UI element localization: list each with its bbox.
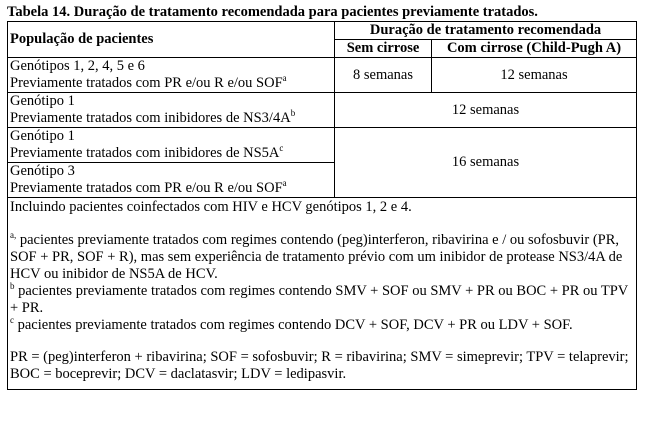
genotype-label: Genótipos 1, 2, 4, 5 e 6 — [10, 58, 145, 74]
document — [7, 3, 636, 390]
population-cell — [8, 58, 335, 93]
footnote-a: $^{a,}$ pacientes previamente tratados com regimes contendo (peg)interferon, ribavirina e / ou sofosbuvir (PR, SOF + PR, SOF + R), mas sem experiência de tratamento prévio com um inibidor de protease NS3/4A de HCV ou inibidor de NS5A de HCV. — [10, 230, 623, 282]
header-no-cirrhosis: Sem cirrose — [335, 40, 432, 58]
population-cell — [8, 163, 335, 198]
genotype-label: Genótipo 1 — [10, 93, 75, 109]
no-cirrhosis-value: 8 semanas — [335, 58, 432, 93]
treatment-label: Previamente tratados com PR e/ou R e/ou SOF$^a$ — [10, 178, 287, 196]
header-with-cirrhosis: Com cirrose (Child-Pugh A) — [432, 40, 637, 58]
header-population: População de pacientes — [8, 22, 335, 58]
table-row — [8, 93, 637, 128]
footnote-ref: a — [282, 178, 287, 189]
footnote-mark-c: c — [10, 315, 14, 326]
header-row-1 — [8, 22, 637, 40]
population-cell — [8, 128, 335, 163]
footnote-mark-a: a, — [10, 230, 17, 241]
treatment-label: Previamente tratados com PR e/ou R e/ou SOF$^a$ — [10, 73, 287, 91]
treatment-duration-table — [7, 21, 637, 390]
footnote-ref: a — [282, 73, 287, 84]
footnote-c: $^c$ pacientes previamente tratados com regimes contendo DCV + SOF, DCV + PR ou LDV + SOF. — [10, 315, 573, 333]
table-caption: Tabela 14. Duração de tratamento recomendada para pacientes previamente tratados. — [7, 4, 538, 20]
footnotes-row — [8, 198, 637, 390]
duration-value: 16 semanas — [335, 128, 637, 198]
treatment-label: Previamente tratados com inibidores de $NS3/4A^b$ — [10, 108, 296, 126]
with-cirrhosis-value: 12 semanas — [432, 58, 637, 93]
population-cell — [8, 93, 335, 128]
table-row — [8, 128, 637, 163]
footnote-intro: Incluindo pacientes coinfectados com HIV e HCV genótipos 1, 2 e 4. — [10, 199, 412, 215]
header-duration: Duração de tratamento recomendada — [335, 22, 637, 40]
footnote-ref: c — [279, 143, 284, 154]
duration-value: 12 semanas — [335, 93, 637, 128]
footnote-b: $^b$ pacientes previamente tratados com regimes contendo SMV + SOF ou SMV + PR ou BOC + PR ou TPV + PR. — [10, 281, 629, 316]
abbreviations: PR = (peg)interferon + ribavirina; SOF = sofosbuvir; R = ribavirina; SMV = simeprevir; TPV = telaprevir; BOC = boceprevir; DCV = daclatasvir; LDV = ledipasvir. — [10, 349, 629, 382]
footnote-mark-b: b — [10, 281, 15, 292]
footnote-ref: b — [290, 108, 296, 119]
genotype-label: Genótipo 3 — [10, 163, 75, 179]
footnotes-cell — [8, 198, 637, 390]
genotype-label: Genótipo 1 — [10, 128, 75, 144]
treatment-label: Previamente tratados com inibidores de $NS5A^c$ — [10, 143, 284, 161]
table-row — [8, 58, 637, 93]
